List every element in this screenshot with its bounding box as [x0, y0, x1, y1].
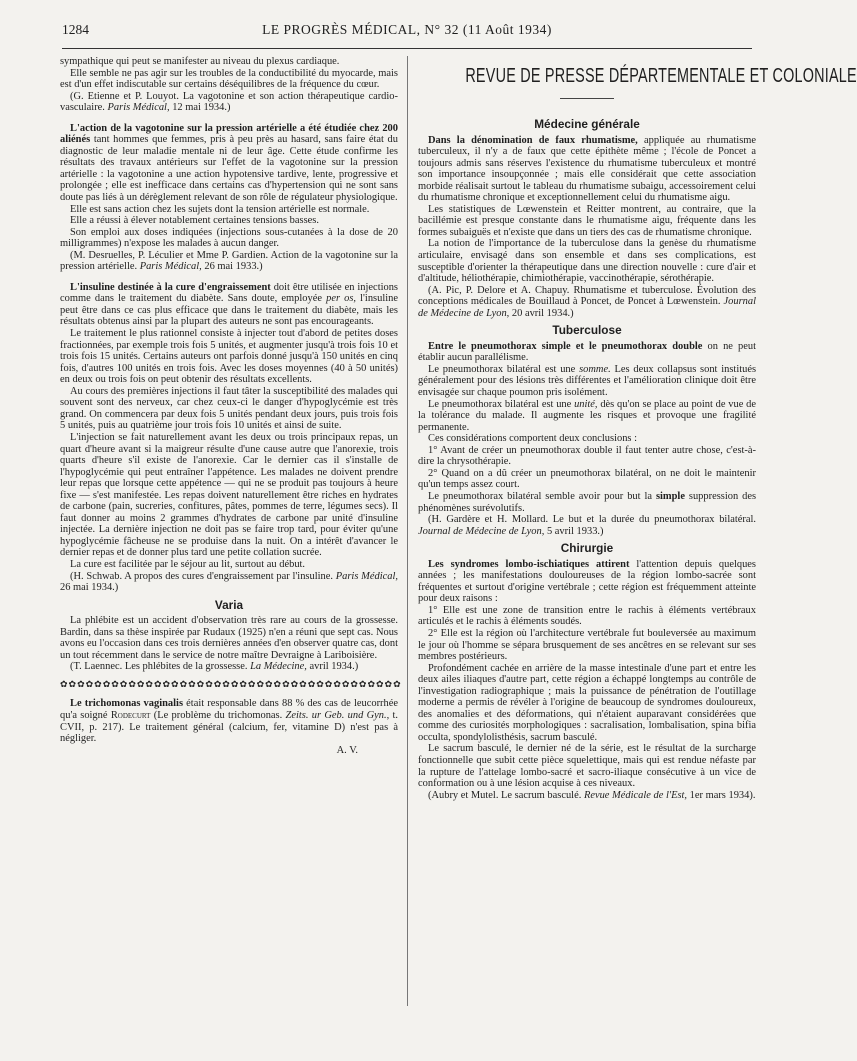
paragraph: Son emploi aux doses indiquées (injections sous-cutanées à la dose de 20 milligrammes) n'expose les malades à aucun danger. — [60, 226, 398, 250]
paragraph: Le pneumothorax bilatéral est une unité, dès qu'on se place au point de vue de la tolérance du malade. Il augmente les risques et provoque une fragilité permanente. — [418, 398, 757, 433]
review-title: REVUE DE PRESSE DÉPARTEMENTALE ET COLONIALE — [465, 65, 857, 87]
paragraph: Elle a réussi à élever notablement certaines tensions basses. — [70, 215, 319, 227]
article-vagotonine: L'action de la vagotonine sur la pression artérielle a été étudiée chez 200 aliénés tant hommes que femmes, pris à peu près au hasard, sans faire état du diagnostic de leur maladie mentale ni de leur âge. Cette étude confirme les résultats des travaux antérieurs sur l'effet de la vagotonine sur la pression artérielle : la vagotonine a une action hypotensive tardive, lente, progressive et prolongée ; elle est inefficace dans certains cas d'hypertension qui ne sont sans doute pas liés à un dérèglement relevant de son rôle de régulateur physiologique. — [60, 122, 398, 204]
column-divider — [407, 56, 408, 1006]
paragraph: 2° Elle est la région où l'architecture vertébrale fut bouleversée au maximum le jour où l'homme se sépara brusquement de ses ancêtres en se relevant sur ses membres postérieurs. — [418, 627, 756, 663]
reference: (H. Schwab. A propos des cures d'engraissement par l'insuline. Paris Médical, 26 mai 1934.) — [60, 570, 398, 594]
article-lead: Les syndromes lombo-ischiatiques attirent — [428, 558, 630, 570]
article-trichomonas: Le trichomonas vaginalis était responsable dans 88 % des cas de leucorrhée qu'a soigné Rodecurt (Le problème du trichomonas. Zeits. ur Geb. und Gyn., t. CVII, p. 217). Le traitement général (calcium, fer, vitamine D) n'est pas à négliger. — [60, 698, 399, 745]
article-lead: Le trichomonas vaginalis — [70, 698, 184, 710]
paragraph: Au cours des premières injections il faut tâter la susceptibilité des malades qui souvent sont des nerveux, car chez ceux-ci le danger d'hypoglycémie est très grand. On commencera par deux fois 5 unités pendant deux jours, puis trois fois 5 unités, puis au quatrième jour trois fois 10 unités et ainsi de suite. — [60, 385, 398, 432]
reference: (T. Laennec. Les phlébites de la grossesse. La Médecine, avril 1934.) — [70, 661, 359, 673]
header-rule — [62, 48, 752, 49]
paragraph: Ces considérations comportent deux conclusions : — [428, 433, 637, 445]
section-heading-chirurgie: Chirurgie — [560, 541, 614, 556]
paragraph: La notion de l'importance de la tuberculose dans la genèse du rhumatisme articulaire, envisagé dans son ensemble et dans ses complications, est susceptible d'orienter la thérapeutique dans une direction nouvelle : cure d'air et d'altitude, héliothérapie, chimiothérapie, vaccinothérapie, sérothérapie. — [418, 238, 756, 285]
paragraph: Le sacrum basculé, le dernier né de la série, est le résultat de la surcharge fonctionnelle que subit cette pièce squelettique, mais qui est rendue néfaste par la rupture de l'attelage lombo-sacré et sacro-iliaque consécutive à un vice de conformation ou à une lésion acquise à ces niveaux. — [418, 743, 756, 790]
paragraph: Elle est sans action chez les sujets dont la tension artérielle est normale. — [70, 203, 370, 215]
paragraph: Profondément cachée en arrière de la masse intestinale d'une part et entre les deux ailes iliaques d'autre part, cette région a échappé longtemps au contrôle de l'investigation radiographique ; mais la puissance de pénétration de l'outillage moderne a permis de révéler à l'origine de beaucoup de syndromes douloureux, des anomalies et des déformations, qui n'étaient auparavant considérées que comme des curiosités morphologiques : sacralisation, lombalisation, spina bifia occulta, spondylolisthésis, sacrum basculé. — [418, 662, 756, 743]
signature: A. V. — [336, 744, 358, 756]
paragraph: Le traitement le plus rationnel consiste à injecter tout d'abord de petites doses fractionnées, par exemple trois fois 5 unités, et augmenter jusqu'à trois fois 10 et trois fois 15 unités. Certains auteurs ont parfois donné jusqu'à 150 unités en cinq fois, d'autres 100 unités en trois fois. Avec les doses moyennes (40 à 50 unités) en deux ou trois fois on peut obtenir des résultats excellents. — [60, 328, 398, 386]
paragraph: 2° Quand on a dû créer un pneumothorax bilatéral, on ne doit le maintenir qu'un temps assez court. — [418, 467, 756, 491]
article-lead: L'insuline destinée à la cure d'engraissement — [70, 281, 271, 293]
paragraph: Le pneumothorax bilatéral est une somme. Les deux collapsus sont institués généralement pour des lésions très différentes et l'amélioration clinique doit être envisagée sur chaque poumon pris isolément. — [418, 363, 757, 399]
right-column — [418, 56, 857, 801]
reference: (A. Pic, P. Delore et A. Chapuy. Rhumatisme et tuberculose. Évolution des conceptions médicales de Bouillaud à Poncet, de Poncet à Lœwenstein. Journal de Médecine de Lyon, 20 avril 1934.) — [418, 284, 756, 319]
paragraph: La cure est facilitée par le séjour au lit, surtout au début. — [70, 558, 306, 570]
journal-title: LE PROGRÈS MÉDICAL, N° 32 (11 Août 1934) — [262, 22, 552, 37]
paragraph: sympathique qui peut se manifester au niveau du plexus cardiaque. — [60, 56, 340, 67]
ornament-divider: ✿✿✿✿✿✿✿✿✿✿✿✿✿✿✿✿✿✿✿✿✿✿✿✿✿✿✿✿✿✿✿✿✿✿✿✿✿✿✿✿ — [60, 678, 402, 689]
page-header — [62, 22, 752, 42]
section-heading-varia: Varia — [214, 597, 244, 612]
reference: (M. Desruelles, P. Léculier et Mme P. Gardien. Action de la vagotonine sur la pression artérielle. Paris Médical, 26 mai 1933.) — [60, 249, 398, 273]
reference: (Aubry et Mutel. Le sacrum basculé. Revue Médicale de l'Est, 1er mars 1934). — [428, 789, 756, 801]
paragraph: L'injection se fait naturellement avant les deux ou trois principaux repas, un quart d'heure avant si la maigreur résulte d'une cause autre que l'anorexie, trois quarts d'heure s'il existe de l'anorexie. Car le dernier cas il s'installe de l'hypoglycémie qui peut entraîner l'appétence. Les malades ne doivent prendre leur repas que lorsque cette appétence — qui ne se produit pas toujours à heure fixe — s'est manifestée. Les repas doivent naturellement être riches en hydrates de carbone (pain, sucreries, confitures, pâtes, pommes de terre, légumes secs). Il faut donner au moins 2 grammes d'hydrates de carbone par unité d'insuline injectée. La dernière injection ne doit pas se faire trop tard, pour éviter qu'une hypoglycémie fâcheuse ne se produise dans la nuit. On a intérêt d'avancer le dernier repas et de donner plus tard une petite collation sucrée. — [60, 431, 398, 559]
left-column — [60, 56, 402, 756]
page-number: 1284 — [62, 22, 89, 37]
article-lead: Dans la dénomination de faux rhumatisme, — [428, 134, 638, 146]
article-lombo-ischiatiques: Les syndromes lombo-ischiatiques attirent l'attention depuis quelques années ; les manifestations douloureuses de la région lombo-sacrée sont fréquentes et surtout d'origine vertébrale ; cette région est fréquemment atteinte pour deux raisons : — [418, 558, 756, 605]
article-rhumatisme: Dans la dénomination de faux rhumatisme, appliquée au rhumatisme tuberculeux, il n'y a de faux que cette épithète même ; l'école de Poncet a toujours admis sans réserves l'existence du rhumatisme tuberculeux et montré son importance insoupçonnée ; mais elle considérait que cette association morbide réalisait surtout le tableau du rhumatisme subaigu, accessoirement celui du rhumatisme chronique et exceptionnellement celui du rhumatisme aigu. — [418, 134, 757, 204]
paragraph: 1° Elle est une zone de transition entre le rachis à éléments vertébraux articulés et le rachis à éléments soudés. — [418, 604, 756, 628]
paragraph: 1° Avant de créer un pneumothorax double il faut tenter autre chose, c'est-à-dire la chrysothérapie. — [418, 444, 756, 468]
article-insuline: L'insuline destinée à la cure d'engraissement doit être utilisée en injections comme dans le traitement du diabète. Sans doute, employée per os, l'insuline peut être dans ce cas plus efficace que dans le traitement du diabète, mais les résultats obtenus ainsi par la plupart des auteurs ne sont pas encourageants. — [60, 281, 398, 328]
paragraph: Elle semble ne pas agir sur les troubles de la conductibilité du myocarde, mais est d'un effet indiscutable sur certains déséquilibres de la fréquence du cœur. — [60, 67, 398, 91]
article-lead: L'action de la vagotonine sur la pression artérielle a été étudiée chez 200 aliénés — [60, 122, 398, 146]
paragraph: La phlébite est un accident d'observation très rare au cours de la grossesse. Bardin, dans sa thèse inspirée par Rudaux (1925) n'en a réuni que sept cas. Nous avons eu l'occasion dans ces trois dernières années d'en observer quatre cas, dont un tout récemment dans le service de notre maître Devraigne à Lariboisière. — [60, 615, 398, 661]
reference: (G. Etienne et P. Louyot. La vagotonine et son action thérapeutique cardio-vasculaire. Paris Médical, 12 mai 1934.) — [60, 90, 398, 114]
paragraph: Les statistiques de Lœwenstein et Reitter montrent, au contraire, que la bacillémie est presque constante dans le rhumatisme aigu, fréquente dans les formes subaiguës et n'existe que dans un tiers des cas de rhumatisme chronique. — [418, 203, 756, 238]
section-heading-medecine-generale: Médecine générale — [534, 117, 640, 131]
article-pneumothorax: Entre le pneumothorax simple et le pneumothorax double on ne peut établir aucun parallélisme. — [418, 340, 757, 364]
reference: (H. Gardère et H. Mollard. Le but et la durée du pneumothorax bilatéral. Journal de Médecine de Lyon, 5 avril 1933.) — [418, 514, 756, 537]
paragraph: Le pneumothorax bilatéral semble avoir pour but la simple suppression des phénomènes surévolutifs. — [418, 490, 757, 514]
section-heading-tuberculose: Tuberculose — [552, 323, 622, 338]
title-rule — [560, 98, 614, 99]
article-lead: Entre le pneumothorax simple et le pneumothorax double — [428, 340, 703, 352]
